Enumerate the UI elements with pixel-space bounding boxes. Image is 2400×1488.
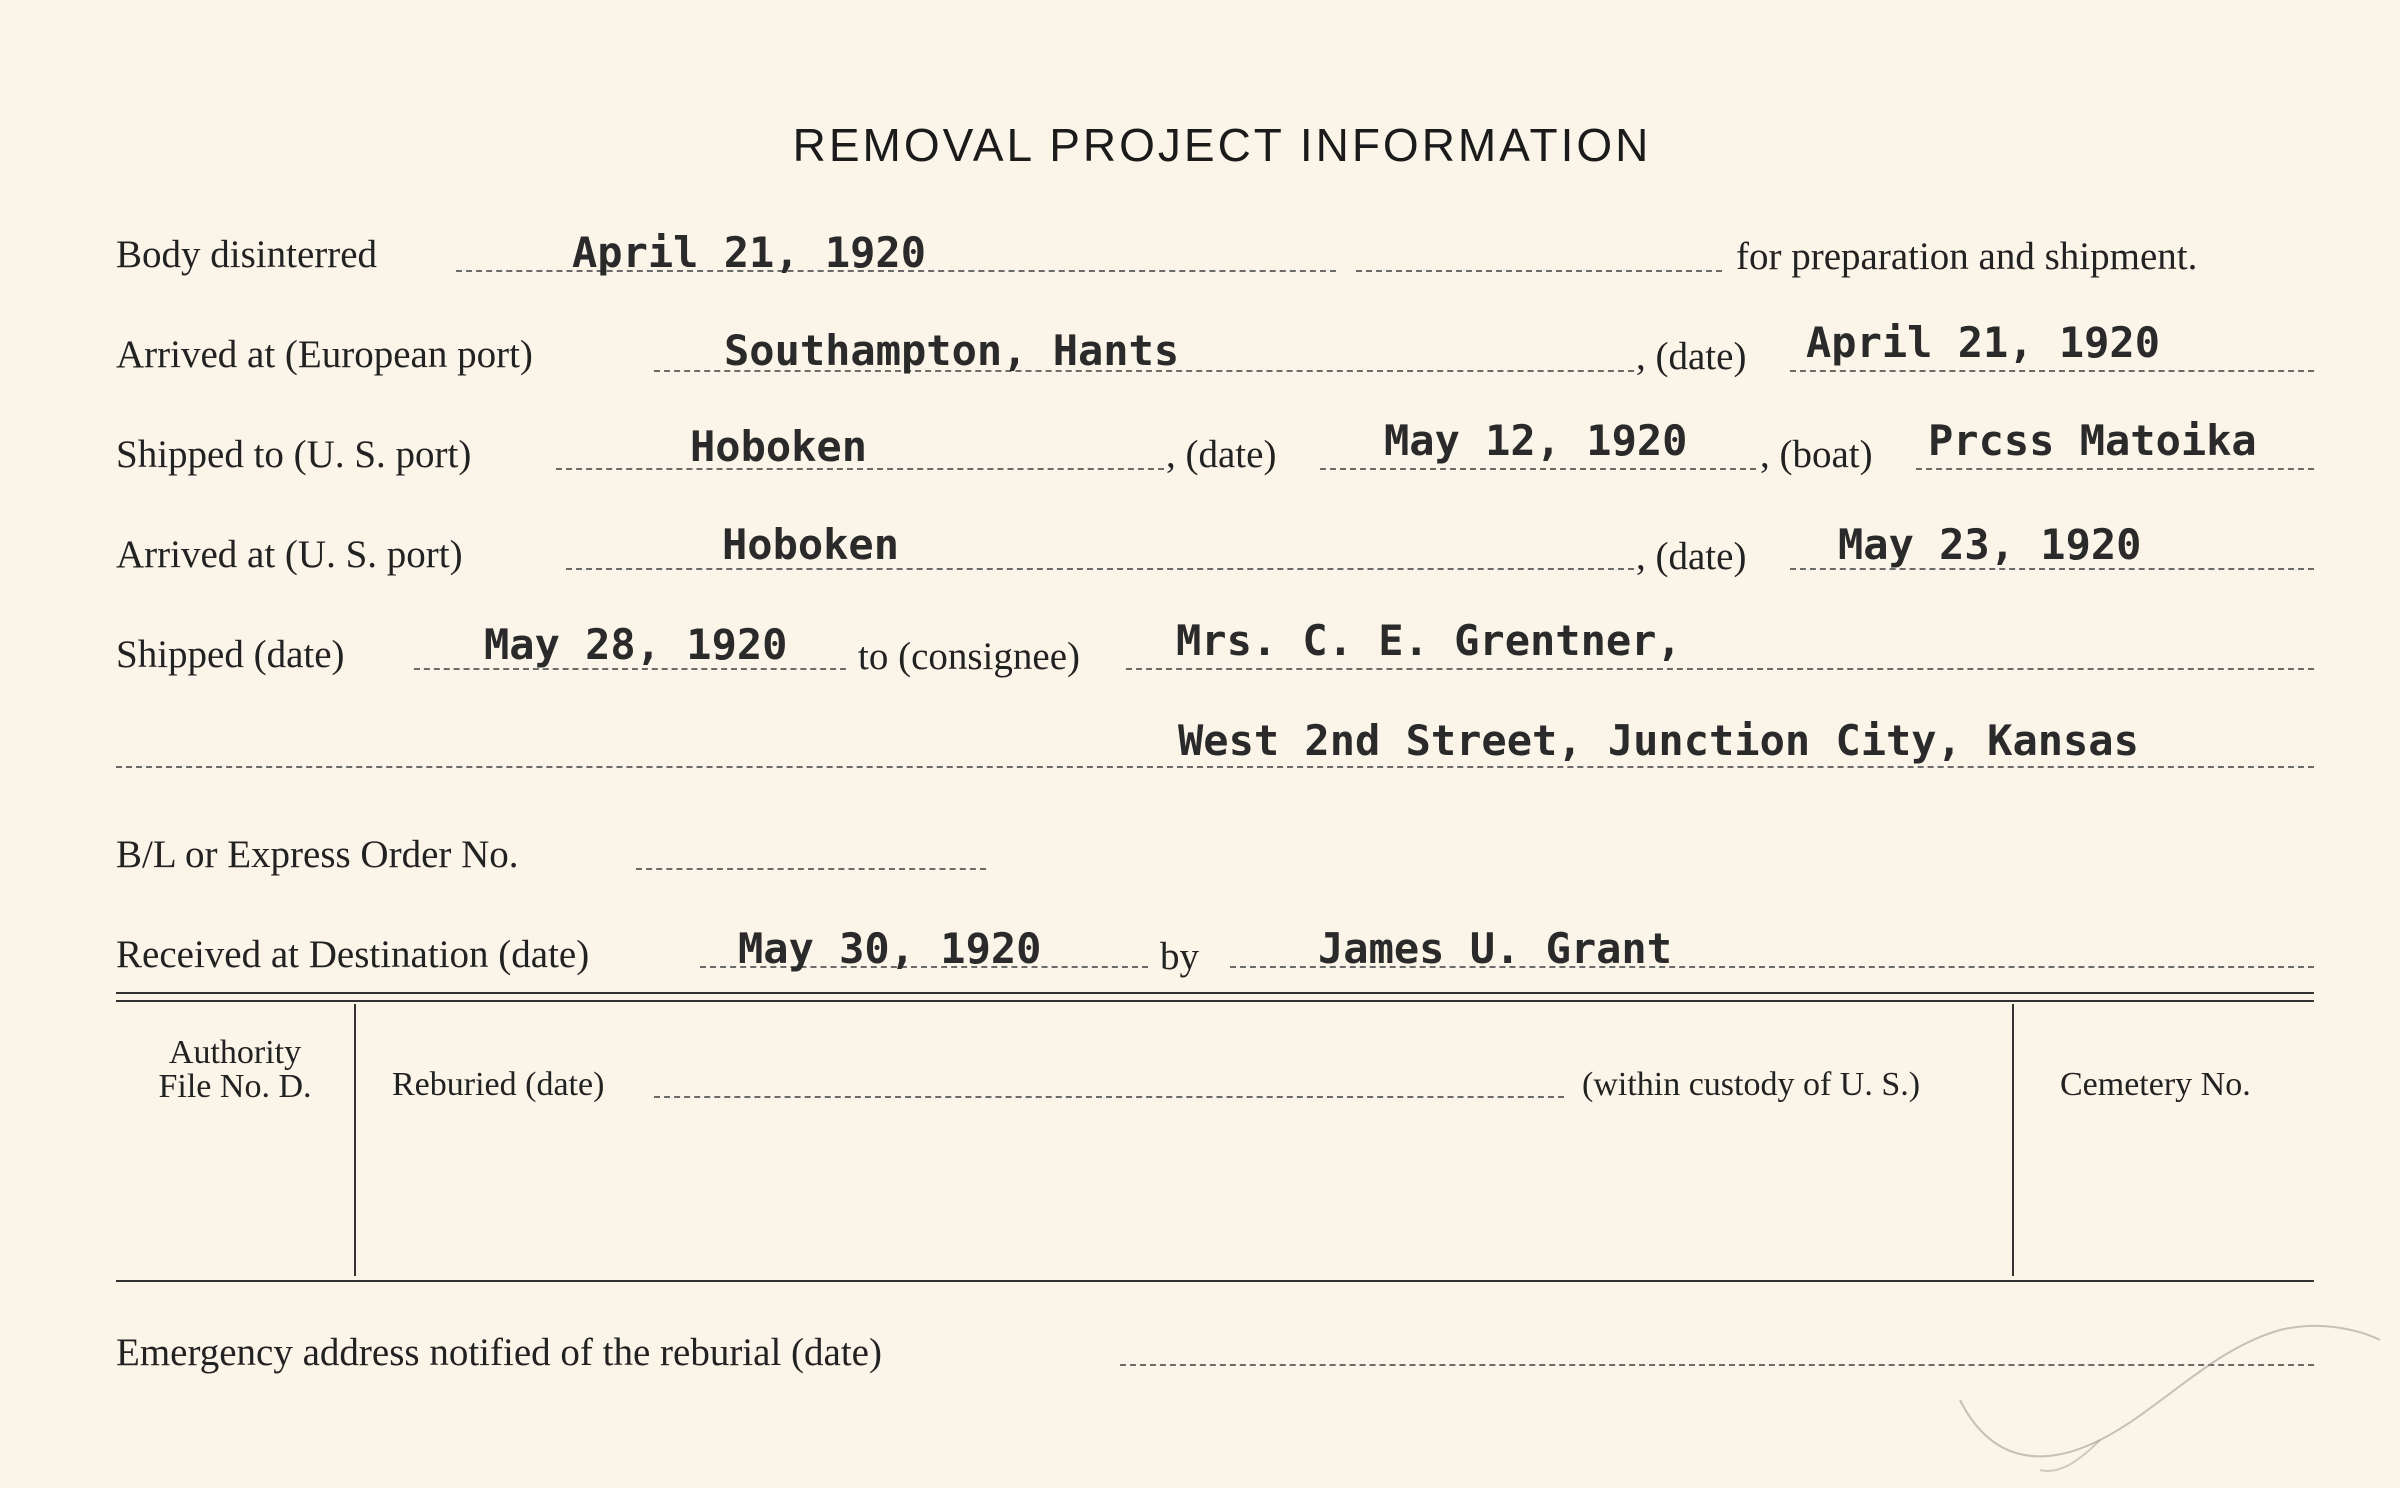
shipped-us-boat: Prcss Matoika [1928, 416, 2257, 465]
disinterred-value: April 21, 1920 [572, 228, 927, 277]
disinterred-suffix: for preparation and shipment. [1736, 235, 2198, 278]
received-by: James U. Grant [1318, 924, 1673, 973]
cemetery-label: Cemetery No. [2060, 1066, 2251, 1103]
reburied-label: Reburied (date) [392, 1066, 605, 1103]
shipped-label: Shipped (date) [116, 633, 345, 676]
shipped-us-date-line [1320, 468, 1756, 470]
arrived-us-date: May 23, 1920 [1838, 520, 2142, 569]
reburied-line [654, 1096, 1564, 1098]
arrived-us-port: Hoboken [722, 520, 900, 569]
pencil-mark-decoration [1950, 1310, 2390, 1480]
received-by-label: by [1160, 935, 1199, 978]
consignee-address: West 2nd Street, Junction City, Kansas [1178, 716, 2139, 765]
arrived-europe-port: Southampton, Hants [724, 326, 1180, 375]
consignee-label: to (consignee) [858, 635, 1081, 678]
arrived-europe-date-line [1790, 370, 2314, 372]
arrived-europe-label: Arrived at (European port) [116, 333, 533, 376]
disinterred-label: Body disinterred [116, 233, 378, 276]
custody-label: (within custody of U. S.) [1582, 1066, 1921, 1103]
shipped-us-boat-line [1916, 468, 2314, 470]
consignee-name: Mrs. C. E. Grentner, [1176, 616, 1682, 665]
table-bottom-rule [116, 1280, 2314, 1282]
address-line [116, 766, 2314, 768]
shipped-us-date: May 12, 1920 [1384, 416, 1688, 465]
arrived-europe-date: April 21, 1920 [1806, 318, 2161, 367]
authority-label [130, 1036, 340, 1104]
bl-order-line [636, 868, 986, 870]
consignee-line [1126, 668, 2314, 670]
table-divider-left [354, 1004, 356, 1276]
table-top-rule [116, 992, 2314, 994]
arrived-europe-date-label: , (date) [1636, 335, 1747, 378]
received-label: Received at Destination (date) [116, 933, 590, 976]
shipped-us-boat-label: , (boat) [1760, 433, 1873, 476]
disinterred-line-2 [1356, 270, 1722, 272]
emergency-label: Emergency address notified of the reburial (date) [116, 1331, 882, 1374]
table-top-rule-2 [116, 1000, 2314, 1002]
card-title: REMOVAL PROJECT INFORMATION [792, 119, 1652, 171]
shipped-date: May 28, 1920 [484, 620, 788, 669]
shipped-us-port: Hoboken [690, 422, 868, 471]
received-date: May 30, 1920 [738, 924, 1042, 973]
authority-label-line2: File No. D. [158, 1068, 312, 1105]
authority-label-line1: Authority [168, 1034, 302, 1071]
shipped-us-label: Shipped to (U. S. port) [116, 433, 472, 476]
arrived-us-date-label: , (date) [1636, 535, 1747, 578]
table-divider-right [2012, 1004, 2014, 1276]
arrived-us-label: Arrived at (U. S. port) [116, 533, 463, 576]
bl-order-label: B/L or Express Order No. [116, 833, 519, 876]
shipped-us-date-label: , (date) [1166, 433, 1277, 476]
